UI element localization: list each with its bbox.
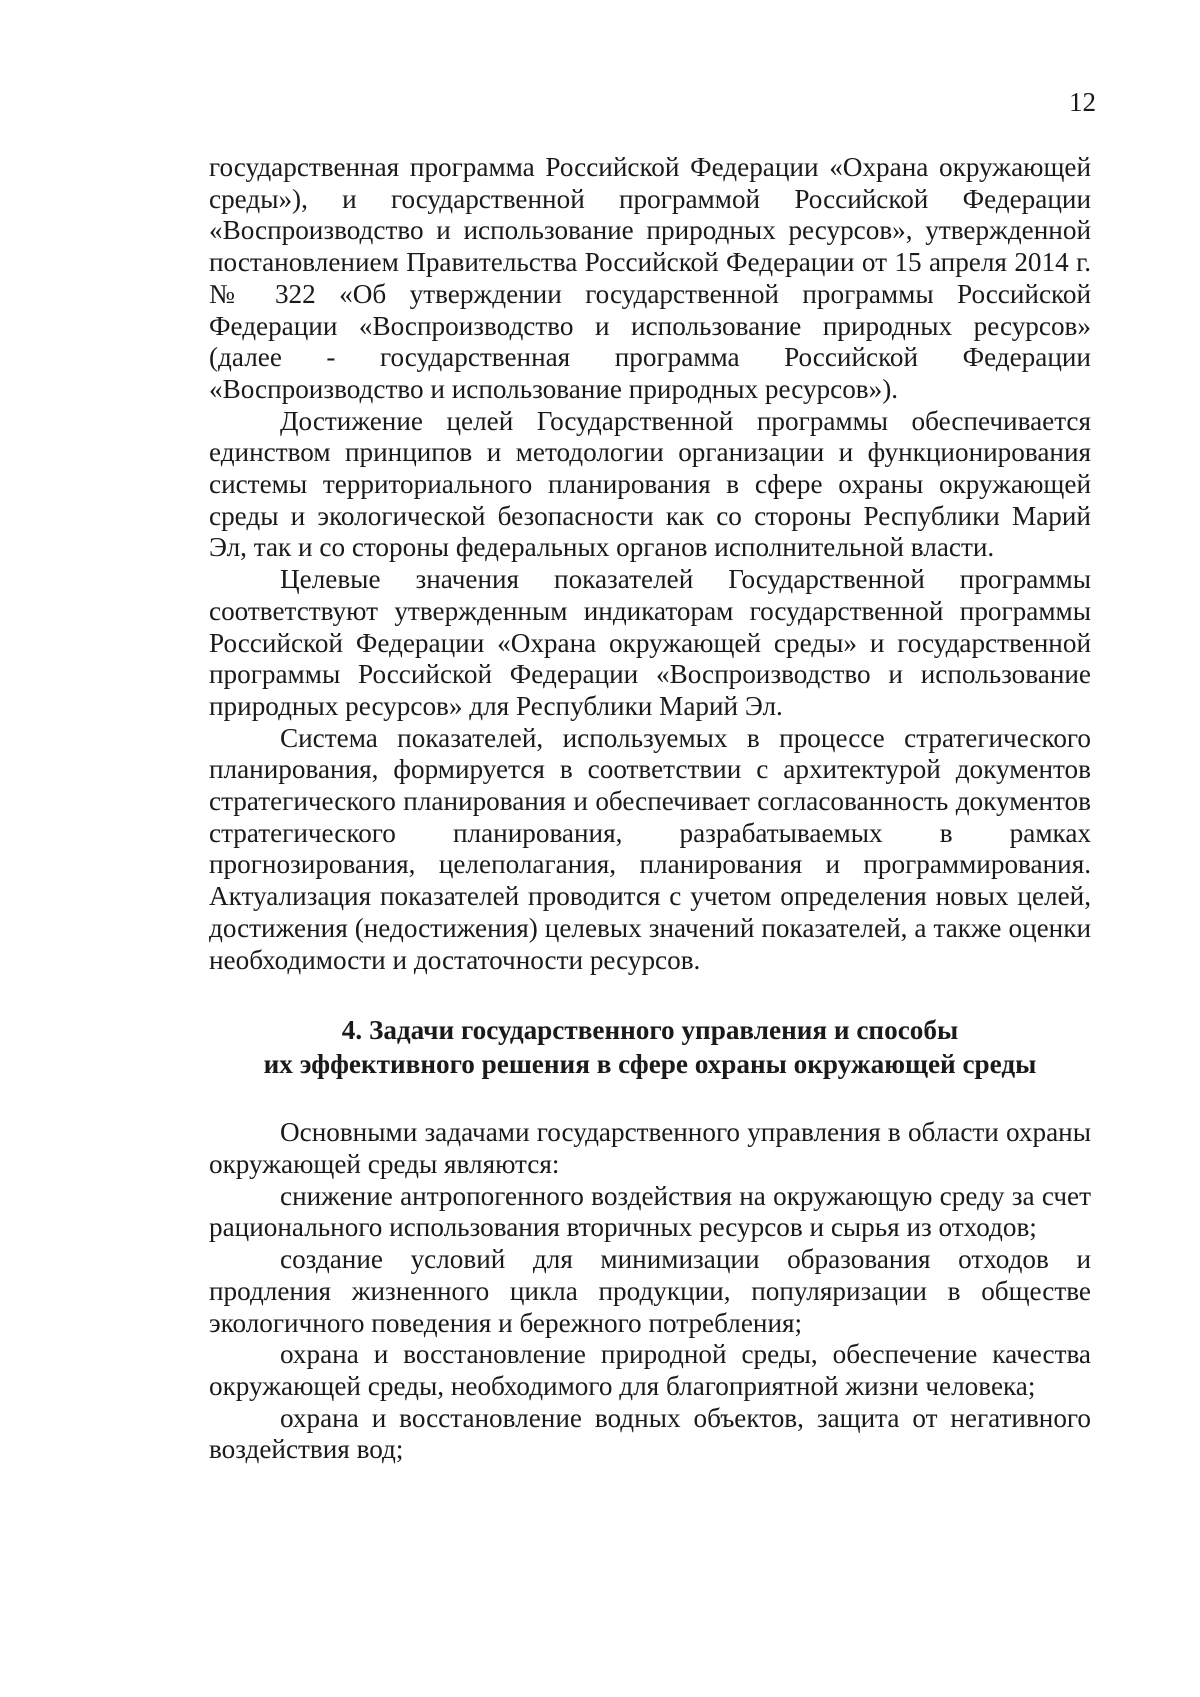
list-item: создание условий для минимизации образования отходов и продления жизненного цикла продукции, популяризации в обществе экологичного поведения и бережного потребления; bbox=[209, 1244, 1091, 1338]
paragraph-main-tasks: Основными задачами государственного управления в области охраны окружающей среды являются: bbox=[209, 1117, 1091, 1179]
page-number: 12 bbox=[1069, 87, 1096, 117]
page-content bbox=[209, 152, 1091, 1466]
paragraph-indicator-system: Система показателей, используемых в процессе стратегического планирования, формируется в соответствии с архитектурой документов стратегического планирования и обеспечивает согласованность документов стратегического планирования, разрабатываемых в рамках прогнозирования, целеполагания, планирования и программирования. Актуализация показателей проводится с учетом определения новых целей, достижения (недостижения) целевых значений показателей, а также оценки необходимости и достаточности ресурсов. bbox=[209, 722, 1091, 975]
paragraph-target-values: Целевые значения показателей Государственной программы соответствуют утвержденным индикаторам государственной программы Российской Федерации «Охрана окружающей среды» и государственной программы Российской Федерации «Воспроизводство и использование природных ресурсов» для Республики Марий Эл. bbox=[209, 564, 1091, 721]
section-heading-line-1: 4. Задачи государственного управления и способы bbox=[341, 1015, 959, 1046]
section-heading bbox=[209, 1013, 1091, 1081]
list-item: охрана и восстановление водных объектов, защита от негативного воздействия вод; bbox=[209, 1402, 1091, 1465]
section-heading-line-2: их эффективного решения в сфере охраны окружающей среды bbox=[263, 1049, 1037, 1080]
list-item: охрана и восстановление природной среды, обеспечение качества окружающей среды, необходимого для благоприятной жизни человека; bbox=[209, 1339, 1091, 1401]
paragraph-goals-achievement: Достижение целей Государственной программы обеспечивается единством принципов и методологии организации и функционирования системы территориального планирования в сфере охраны окружающей среды и экологической безопасности как со стороны Республики Марий Эл, так и со стороны федеральных органов исполнительной власти. bbox=[209, 405, 1091, 563]
paragraph-continuation: государственная программа Российской Федерации «Охрана окружающей среды»), и государственной программой Российской Федерации «Воспроизводство и использование природных ресурсов», утвержденной постановлением Правительства Российской Федерации от 15 апреля 2014 г. № 322 «Об утверждении государственной программы Российской Федерации «Воспроизводство и использование природных ресурсов» (далее - государственная программа Российской Федерации «Воспроизводство и использование природных ресурсов»). bbox=[209, 152, 1091, 404]
list-item: снижение антропогенного воздействия на окружающую среду за счет рационального использования вторичных ресурсов и сырья из отходов; bbox=[209, 1180, 1091, 1243]
